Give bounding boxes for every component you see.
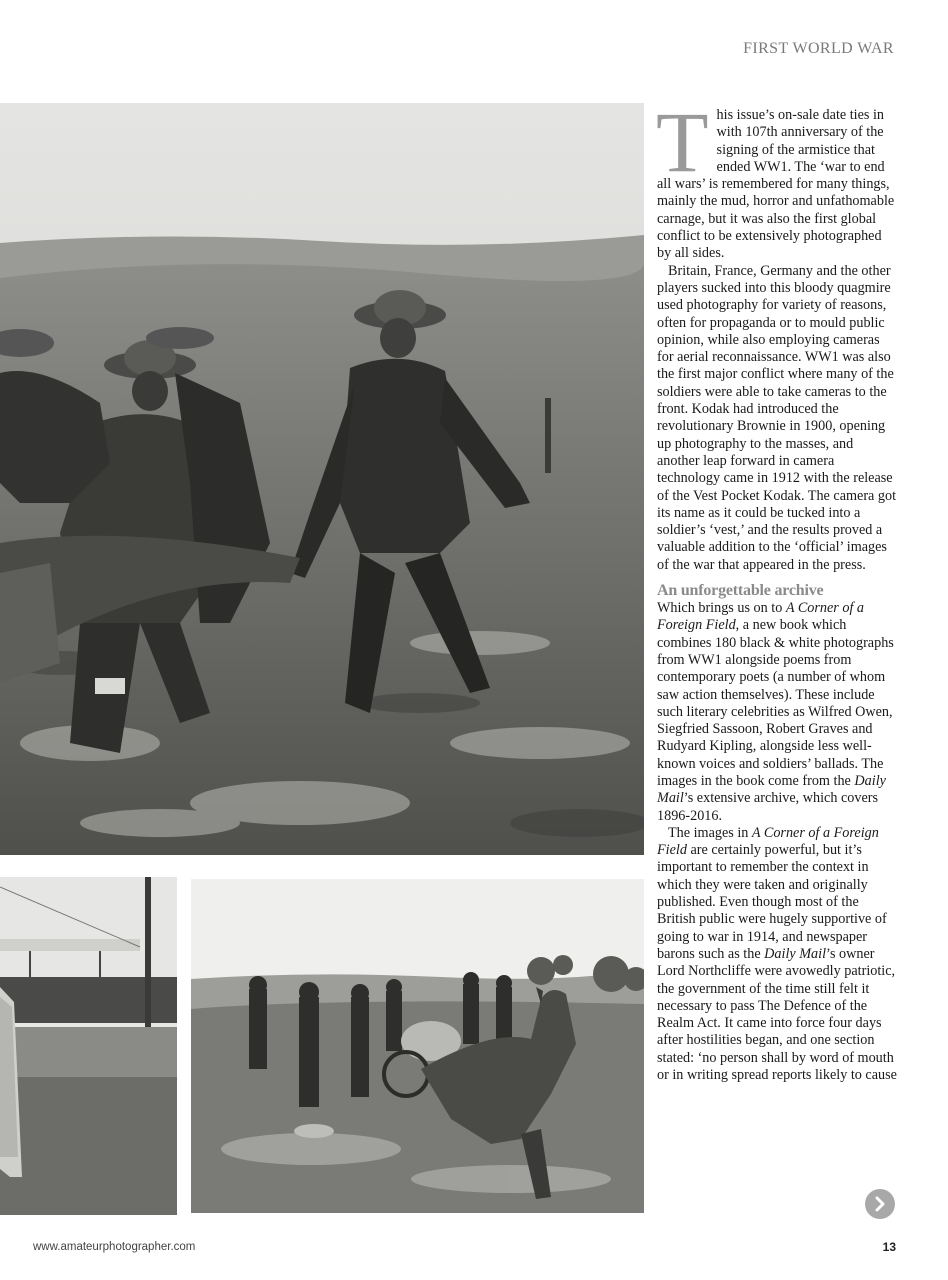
paragraph-book-intro (657, 600, 897, 825)
page-number: 13 (882, 1240, 896, 1254)
text-run: are certainly powerful, but it’s important to remember the context in which they were taken and originally published. Even though most of the British public were hugely supportive of going to war in 1914, and newspaper barons such as the (657, 842, 887, 962)
paragraph-photography-uses: Britain, France, Germany and the other players sucked into this bloody quagmire used photography for variety of reasons, often for propaganda or to mould public opinion, while also employing cameras for aerial reconnaissance. WW1 was also the first major conflict where many of the soldiers were able to take cameras to the front. Kodak had introduced the revolutionary Brownie in 1900, opening up photography to the masses, and another leap forward in camera technology came in 1912 with the release of the Vest Pocket Kodak. The camera got its name as it could be tucked into a soldier’s ‘vest,’ and the results proved a valuable addition to the ‘official’ images of the war that appeared in the press. (657, 262, 897, 573)
text-run: ’s extensive archive, which covers 1896-2016. (657, 790, 879, 824)
publication-name: Daily Mail (657, 772, 886, 807)
section-label: FIRST WORLD WAR (743, 40, 894, 57)
book-title: A Corner of a Foreign Field (657, 824, 879, 859)
book-title: A Corner of a Foreign Field (657, 600, 865, 634)
subheading: An unforgettable archive (657, 582, 824, 600)
text-run: Which brings us on to (657, 600, 786, 617)
publication-name: Daily Mail (764, 945, 827, 962)
paragraph-intro (656, 94, 897, 263)
photo-horse-in-mud (191, 879, 644, 1213)
photo-stretcher-bearers (0, 103, 644, 855)
dropcap: T (656, 94, 709, 190)
paragraph-intro-text: his issue’s on-sale date ties in with 107th anniversary of the signing of the armistice that ended WW1. The ‘war to end all wars’ is remembered for many things, mainly the mud, horror and unfathomable carnage, but it was also the first global conflict to be extensively photographed by all sides. (657, 107, 895, 262)
article-body (656, 94, 897, 1084)
text-run: ’s owner Lord Northcliffe were avowedly patriotic, the government of the time still felt it necessary to pass The Defence of the Realm Act. It came into force four days after hostilities began, and one section stated: ‘no person shall by word of mouth or in writing spread reports likely to cause (657, 945, 897, 1084)
footer-url[interactable]: www.amateurphotographer.com (33, 1241, 196, 1253)
text-run: , a new book which combines 180 black & white photographs from WW1 alongside poems from contemporary poets (a number of whom saw action themselves). These include such literary celebrities as Wilfred Owen, Siegfried Sassoon, Robert Graves and Rudyard Kipling, alongside less well-known voices and soldiers’ ballads. The images in the book come from the (657, 617, 894, 789)
text-run: The images in (668, 824, 752, 841)
chevron-right-icon[interactable] (865, 1189, 895, 1219)
paragraph-context (657, 825, 897, 1084)
photo-biplane (0, 877, 177, 1215)
